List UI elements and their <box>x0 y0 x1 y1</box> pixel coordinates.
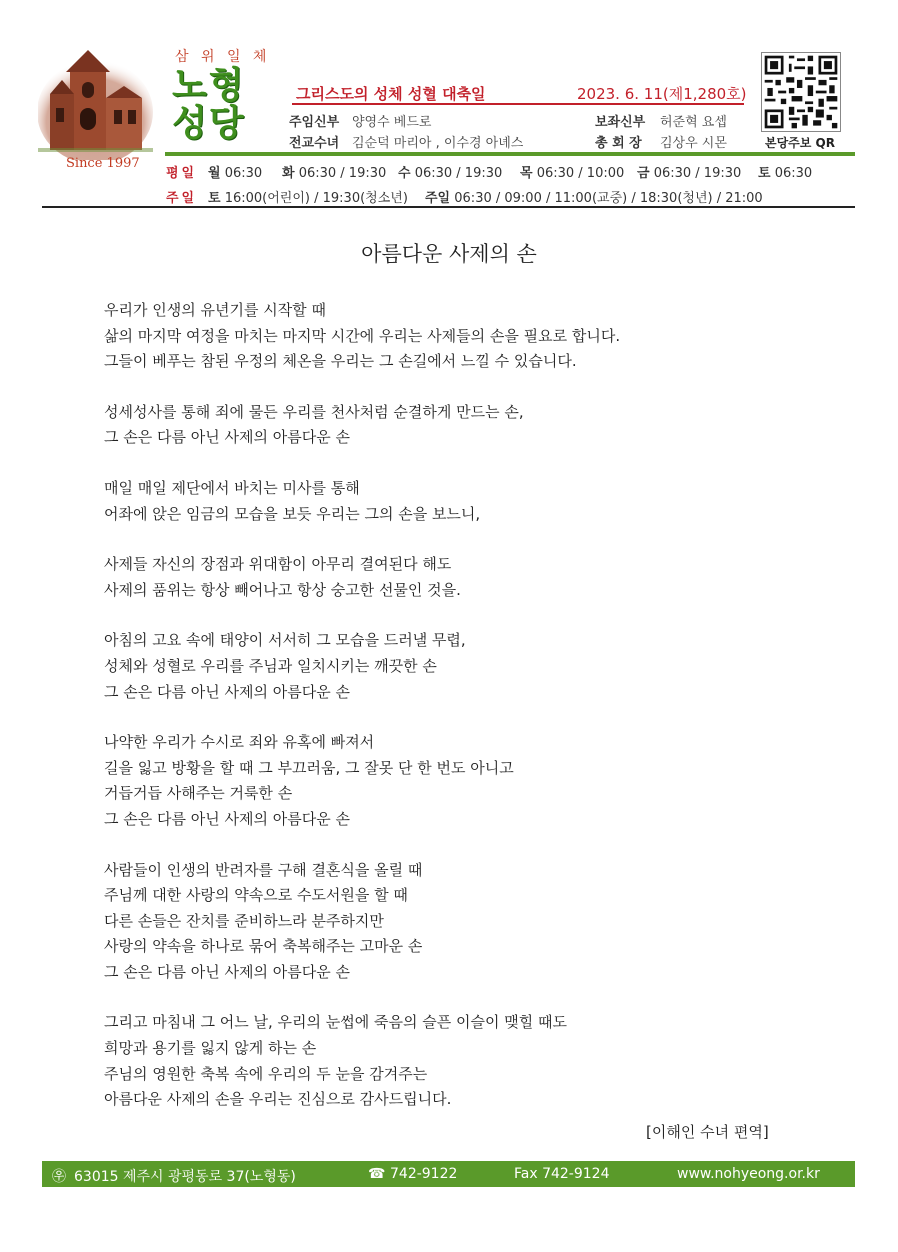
schedule-times: 06:30 / 10:00 <box>536 166 625 181</box>
qr-code-icon[interactable] <box>761 52 841 132</box>
staff-name: 허준혁 요셉 <box>660 115 727 130</box>
weekday-schedule <box>208 162 262 181</box>
schedule-day: 토 <box>758 166 771 181</box>
schedule-times: 06:30 / 19:30 <box>653 166 742 181</box>
qr-label: 본당주보 QR <box>765 136 835 150</box>
schedule-times: 06:30 <box>774 166 813 181</box>
poem-line: 사람들이 인생의 반려자를 구해 결혼식을 올릴 때 <box>104 860 423 879</box>
schedule-day: 화 <box>282 166 295 181</box>
schedule-times: 06:30 / 09:00 / 11:00(교중) / 18:30(청년) / 21:00 <box>454 191 763 206</box>
footer-bar <box>42 1161 855 1187</box>
weekday-schedule <box>637 162 741 181</box>
footer-address: 63015 제주시 광평동로 37(노형동) <box>74 1169 296 1185</box>
poem-line: 삶의 마지막 여정을 마치는 마지막 시간에 우리는 사제들의 손을 필요로 합니다. <box>104 326 621 345</box>
schedule-day: 주일 <box>425 191 451 206</box>
stanza <box>104 858 804 986</box>
trinity-subtitle: 삼 위 일 체 <box>175 49 271 65</box>
phone-icon: ☎ <box>368 1166 386 1182</box>
issue-date: 2023. 6. 11(제1,280호) <box>577 85 747 103</box>
stanza <box>104 730 804 832</box>
stanza <box>104 552 804 603</box>
staff-name: 김상우 시몬 <box>660 136 727 151</box>
staff-role: 총 회 장 <box>595 136 642 151</box>
poem-line: 그 손은 다름 아닌 사제의 아름다운 손 <box>104 962 350 981</box>
poem-line: 그 손은 다름 아닌 사제의 아름다운 손 <box>104 428 350 447</box>
staff-role: 주임신부 <box>289 115 340 130</box>
poem-line: 그리고 마침내 그 어느 날, 우리의 눈썹에 죽음의 슬픈 이슬이 맺힐 때도 <box>104 1013 567 1032</box>
schedule-day: 금 <box>637 166 650 181</box>
footer-website-link[interactable]: www.nohyeong.or.kr <box>677 1166 820 1182</box>
schedule-day: 월 <box>208 166 221 181</box>
location-icon: ㉾ <box>52 1169 66 1185</box>
saturday-schedule <box>208 187 408 206</box>
weekday-schedule <box>520 162 624 181</box>
poem-line: 희망과 용기를 잃지 않게 하는 손 <box>104 1039 317 1058</box>
staff-name: 김순덕 마리아 , 이수경 아녜스 <box>352 136 524 151</box>
weekday-mass-label: 평일 <box>166 166 198 181</box>
poem-line: 아름다운 사제의 손을 우리는 진심으로 감사드립니다. <box>104 1090 452 1109</box>
schedule-day: 수 <box>398 166 411 181</box>
staff-role: 보좌신부 <box>595 115 646 130</box>
poem-line: 우리가 인생의 유년기를 시작할 때 <box>104 301 326 319</box>
weekday-schedule <box>758 162 812 181</box>
schedule-day: 토 <box>208 191 221 206</box>
schedule-day: 목 <box>520 166 533 181</box>
sunday-mass-label: 주일 <box>166 191 198 206</box>
translator-credit: [이해인 수녀 편역] <box>646 1123 769 1141</box>
poem-line: 어좌에 앉은 임금의 모습을 보듯 우리는 그의 손을 보느니, <box>104 504 481 523</box>
poem-line: 매일 매일 제단에서 바치는 미사를 통해 <box>104 478 360 497</box>
poem-line: 아침의 고요 속에 태양이 서서히 그 모습을 드러낼 무렵, <box>104 631 466 650</box>
poem-line: 사제의 품위는 항상 빼어나고 항상 숭고한 선물인 것을. <box>104 580 461 599</box>
staff-role: 전교수녀 <box>289 136 340 151</box>
weekday-schedule <box>398 162 502 181</box>
poem-body <box>104 298 804 1138</box>
poem-title: 아름다운 사제의 손 <box>361 242 537 266</box>
stanza <box>104 476 804 527</box>
weekday-schedule <box>282 162 386 181</box>
schedule-times: 16:00(어린이) / 19:30(청소년) <box>224 191 408 206</box>
poem-line: 사제들 자신의 장점과 위대함이 아무리 결여된다 해도 <box>104 555 452 574</box>
poem-line: 성세성사를 통해 죄에 물든 우리를 천사처럼 순결하게 만드는 손, <box>104 402 524 421</box>
poem-line: 주님께 대한 사랑의 약속으로 수도서원을 할 때 <box>104 886 408 905</box>
schedule-times: 06:30 <box>224 166 263 181</box>
poem-line: 그 손은 다름 아닌 사제의 아름다운 손 <box>104 682 350 701</box>
header-divider <box>165 152 855 156</box>
stanza <box>104 1010 804 1112</box>
footer-phone[interactable]: 742-9122 <box>390 1166 458 1182</box>
schedule-times: 06:30 / 19:30 <box>414 166 503 181</box>
footer-fax: Fax 742-9124 <box>514 1166 610 1182</box>
stanza <box>104 400 804 451</box>
header-bottom-rule <box>42 206 855 208</box>
poem-line: 그 손은 다름 아닌 사제의 아름다운 손 <box>104 809 350 828</box>
poem-line: 그들이 베푸는 참된 우정의 체온을 우리는 그 손길에서 느낄 수 있습니다. <box>104 352 577 371</box>
parish-logo-line2: 성당 <box>172 103 246 144</box>
poem-line: 성체와 성혈로 우리를 주님과 일치시키는 깨끗한 손 <box>104 656 437 675</box>
stanza <box>104 628 804 705</box>
parish-logo-line1: 노형 <box>172 65 246 106</box>
since-year: Since 1997 <box>66 156 140 171</box>
staff-name: 양영수 베드로 <box>352 115 432 130</box>
poem-line: 다른 손들은 잔치를 준비하느라 분주하지만 <box>104 911 384 930</box>
feast-title: 그리스도의 성체 성혈 대축일 <box>296 85 486 103</box>
stanza <box>104 298 804 375</box>
poem-line: 나약한 우리가 수시로 죄와 유혹에 빠져서 <box>104 733 375 752</box>
poem-line: 주님의 영원한 축복 속에 우리의 두 눈을 감겨주는 <box>104 1064 428 1083</box>
poem-line: 사랑의 약속을 하나로 묶어 축복해주는 고마운 손 <box>104 937 423 956</box>
poem-line: 거듭거듭 사해주는 거룩한 손 <box>104 784 293 803</box>
sunday-schedule <box>425 187 763 206</box>
schedule-times: 06:30 / 19:30 <box>298 166 387 181</box>
title-underline <box>292 103 744 105</box>
church-building-illustration <box>38 42 153 160</box>
poem-line: 길을 잃고 방황을 할 때 그 부끄러움, 그 잘못 단 한 번도 아니고 <box>104 758 514 777</box>
